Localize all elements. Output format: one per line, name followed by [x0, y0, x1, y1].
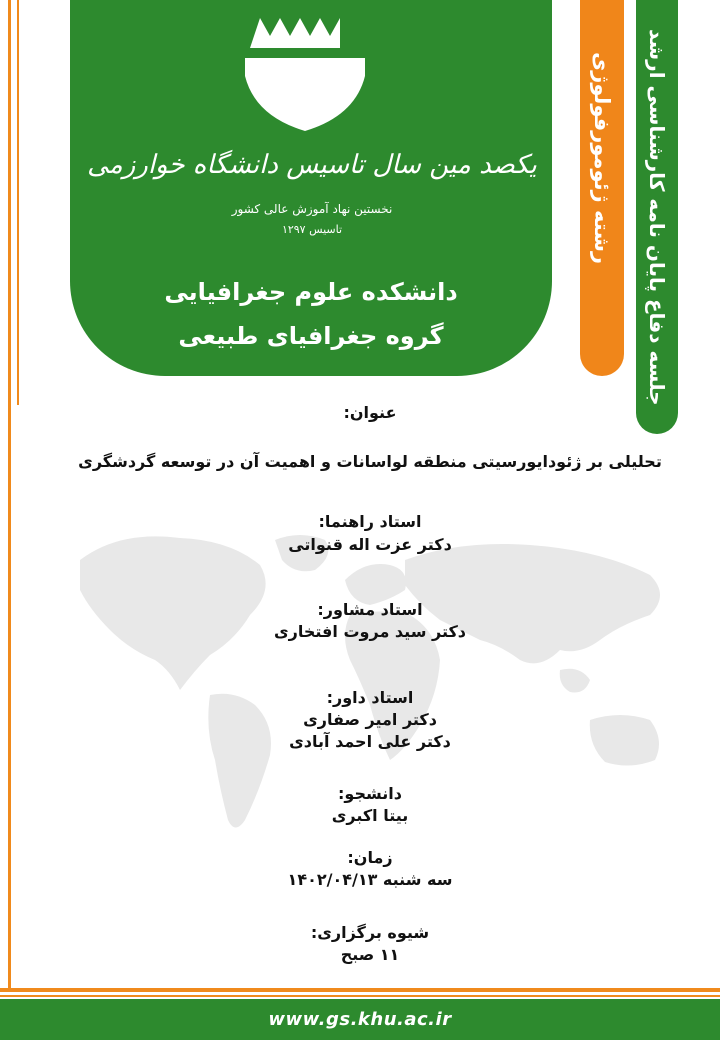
title-label: عنوان:: [343, 403, 397, 422]
time-label: زمان:: [347, 848, 393, 867]
left-orange-line-short: [17, 0, 19, 405]
footer-bar: [0, 999, 720, 1040]
referee-name-2: دکتر علی احمد آبادی: [289, 732, 451, 751]
field-label: رشته ژئومورفولوژی: [590, 51, 614, 265]
logo-subtitle: نخستین نهاد آموزش عالی کشور: [231, 202, 393, 216]
student-label: دانشجو:: [338, 784, 402, 803]
event-label: جلسه دفاع پایان نامه کارشناسی ارشد: [645, 28, 669, 406]
supervisor-name: دکتر عزت اله قنواتی: [288, 535, 452, 554]
advisor-label: استاد مشاور:: [317, 600, 423, 619]
advisor-name: دکتر سید مروت افتخاری: [273, 622, 466, 641]
thesis-title: تحلیلی بر ژئودایورسیتی منطقه لواسانات و اهمیت آن در توسعه گردشگری: [78, 452, 662, 471]
faculty-name: دانشکده علوم جغرافیایی: [164, 278, 458, 306]
student-name: بیتا اکبری: [331, 806, 409, 825]
field-pill: [580, 0, 624, 376]
session-mode: ۱۱ صبح: [340, 945, 400, 964]
left-orange-line: [8, 0, 11, 990]
mode-label: شیوه برگزاری:: [310, 923, 430, 942]
event-pill: [636, 0, 678, 434]
footer-orange-line-thin: [0, 995, 720, 997]
referee-name-1: دکتر امیر صفاری: [303, 710, 437, 729]
website-link[interactable]: www.gs.khu.ac.ir: [268, 1009, 452, 1030]
supervisor-label: استاد راهنما:: [318, 512, 422, 531]
university-logo: [87, 8, 537, 253]
logo-founded: تاسیس ۱۲۹۷: [281, 223, 343, 236]
logo-calligraphy: یکصد مین سال تاسیس دانشگاه خوارزمی: [87, 150, 537, 180]
group-name: گروه جغرافیای طبیعی: [178, 322, 444, 350]
footer-orange-line: [0, 988, 720, 992]
header-panel: [70, 0, 552, 376]
session-time: سه شنبه ۱۴۰۲/۰۴/۱۳: [287, 870, 453, 889]
referee-label: استاد داور:: [326, 688, 414, 707]
